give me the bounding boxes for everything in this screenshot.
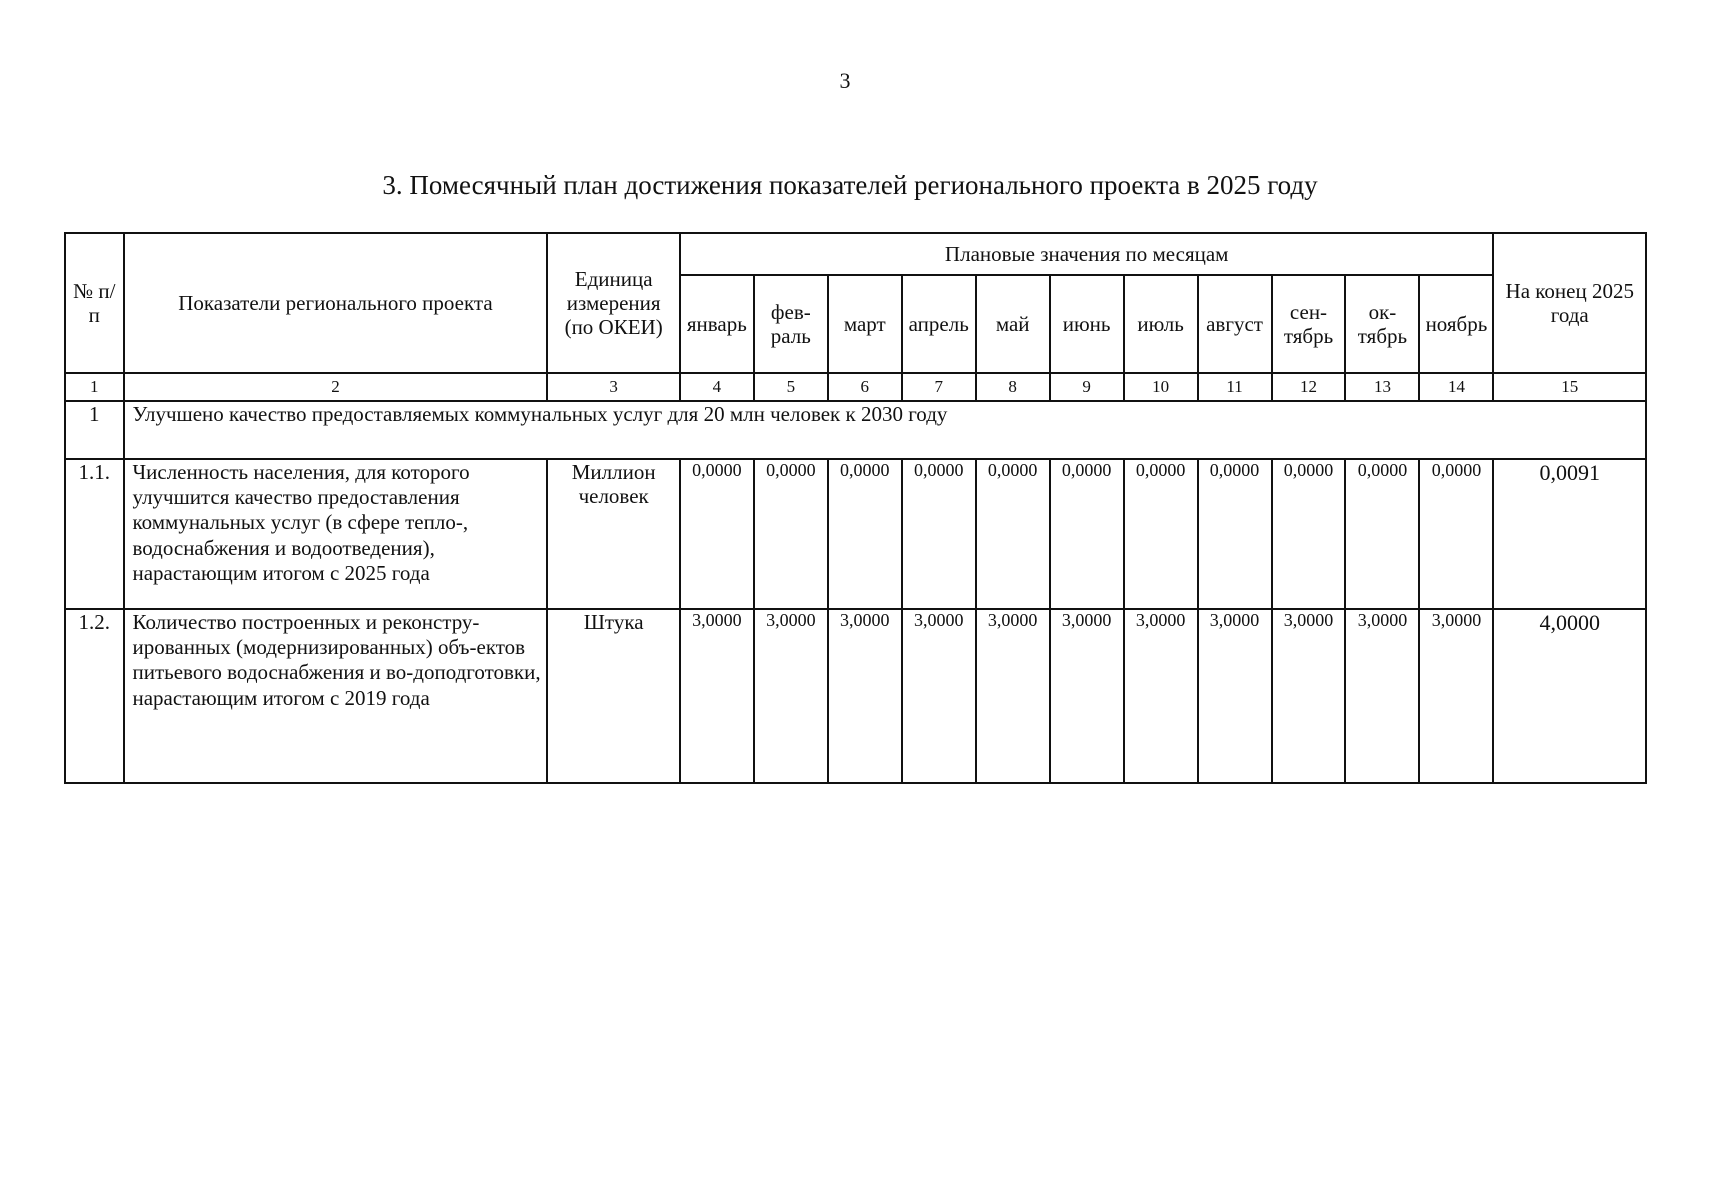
header-month: ок-тябрь [1345, 275, 1419, 373]
month-value: 3,0000 [828, 609, 902, 783]
column-number: 3 [547, 373, 679, 401]
page-number: 3 [839, 68, 851, 93]
header-month: май [976, 275, 1050, 373]
column-number: 14 [1419, 373, 1493, 401]
indicator-number: 1.2. [65, 609, 124, 783]
month-value: 3,0000 [902, 609, 976, 783]
month-value: 3,0000 [976, 609, 1050, 783]
indicator-number: 1.1. [65, 459, 124, 609]
column-number: 2 [124, 373, 548, 401]
column-number: 13 [1345, 373, 1419, 401]
header-unit: Единица измерения (по ОКЕИ) [547, 233, 679, 373]
indicator-name: Численность населения, для которого улучшится качество предоставления коммунальных услуг (в сфере тепло-, водоснабжения и водоотведения), нарастающим итогом с 2025 года [124, 459, 548, 609]
header-month: фев-раль [754, 275, 828, 373]
column-number: 11 [1198, 373, 1272, 401]
section-row [65, 401, 1646, 459]
month-value: 0,0000 [976, 459, 1050, 609]
column-number: 15 [1493, 373, 1646, 401]
end-of-year-value: 4,0000 [1493, 609, 1646, 783]
header-month: август [1198, 275, 1272, 373]
column-numbers-row [65, 373, 1646, 401]
month-value: 0,0000 [754, 459, 828, 609]
column-number: 4 [680, 373, 754, 401]
header-num: № п/п [65, 233, 124, 373]
column-number: 10 [1124, 373, 1198, 401]
month-value: 3,0000 [1198, 609, 1272, 783]
header-month: июль [1124, 275, 1198, 373]
indicator-name: Количество построенных и реконстру-ированных (модернизированных) объ-ектов питьевого водоснабжения и во-доподготовки, нарастающим итогом с 2019 года [124, 609, 548, 783]
header-end-of-year: На конец 2025 года [1493, 233, 1646, 373]
month-value: 0,0000 [1050, 459, 1124, 609]
column-number: 6 [828, 373, 902, 401]
month-value: 3,0000 [1419, 609, 1493, 783]
month-value: 3,0000 [1345, 609, 1419, 783]
column-number: 8 [976, 373, 1050, 401]
month-value: 0,0000 [1198, 459, 1272, 609]
table-row [65, 459, 1646, 609]
column-number: 1 [65, 373, 124, 401]
month-value: 0,0000 [1419, 459, 1493, 609]
month-value: 3,0000 [1050, 609, 1124, 783]
section-heading: Улучшено качество предоставляемых коммунальных услуг для 20 млн человек к 2030 году [124, 401, 1647, 459]
section-title: 3. Помесячный план достижения показателей регионального проекта в 2025 году [382, 170, 1318, 200]
header-indicator: Показатели регионального проекта [124, 233, 548, 373]
header-month: июнь [1050, 275, 1124, 373]
column-number: 7 [902, 373, 976, 401]
indicator-unit: Миллион человек [547, 459, 679, 609]
month-value: 3,0000 [680, 609, 754, 783]
header-planned-group: Плановые значения по месяцам [680, 233, 1494, 275]
month-value: 0,0000 [1124, 459, 1198, 609]
month-value: 0,0000 [828, 459, 902, 609]
header-month: март [828, 275, 902, 373]
column-number: 12 [1272, 373, 1346, 401]
header-month: ноябрь [1419, 275, 1493, 373]
month-value: 0,0000 [680, 459, 754, 609]
table-row [65, 609, 1646, 783]
month-value: 3,0000 [1272, 609, 1346, 783]
monthly-plan-table [64, 232, 1647, 784]
table-header-row [65, 233, 1646, 275]
month-value: 0,0000 [902, 459, 976, 609]
month-value: 0,0000 [1345, 459, 1419, 609]
month-value: 3,0000 [754, 609, 828, 783]
header-month: январь [680, 275, 754, 373]
column-number: 5 [754, 373, 828, 401]
section-number: 1 [65, 401, 124, 459]
month-value: 0,0000 [1272, 459, 1346, 609]
column-number: 9 [1050, 373, 1124, 401]
header-month: апрель [902, 275, 976, 373]
end-of-year-value: 0,0091 [1493, 459, 1646, 609]
header-month: сен-тябрь [1272, 275, 1346, 373]
indicator-unit: Штука [547, 609, 679, 783]
month-value: 3,0000 [1124, 609, 1198, 783]
